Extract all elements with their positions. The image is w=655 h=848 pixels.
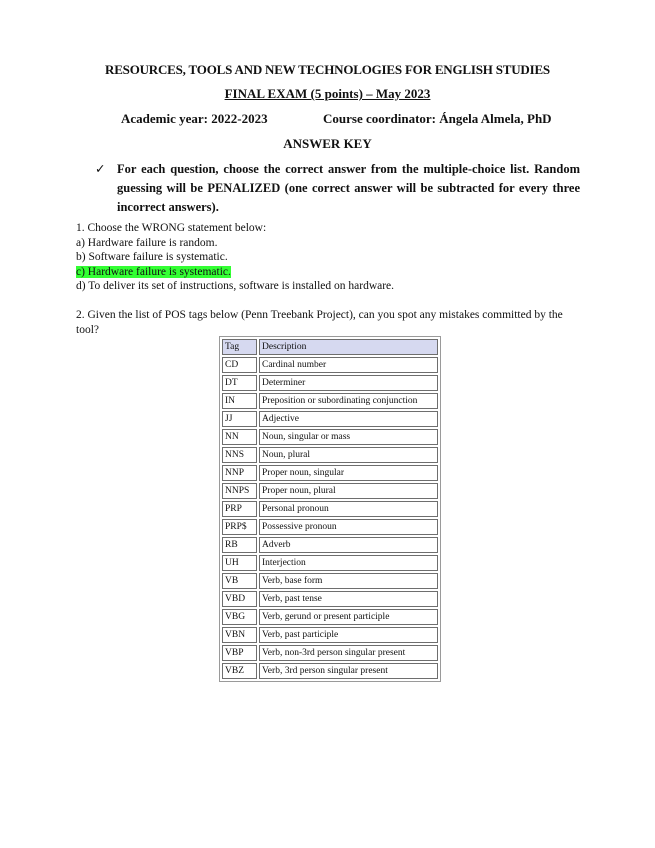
table-row (222, 519, 438, 535)
tag-cell: VBP (222, 645, 257, 661)
description-cell: Verb, past participle (259, 627, 438, 643)
tag-cell: NN (222, 429, 257, 445)
table-row (222, 357, 438, 373)
description-cell: Interjection (259, 555, 438, 571)
table-row (222, 411, 438, 427)
table-row (222, 447, 438, 463)
option-c-correct-answer: c) Hardware failure is systematic. (76, 265, 231, 278)
description-cell: Proper noun, singular (259, 465, 438, 481)
course-coordinator: Course coordinator: Ángela Almela, PhD (323, 111, 552, 126)
document-title: RESOURCES, TOOLS AND NEW TECHNOLOGIES FOR ENGLISH STUDIES (105, 62, 550, 77)
description-cell: Noun, singular or mass (259, 429, 438, 445)
pos-tag-table (219, 336, 441, 682)
tag-cell: VB (222, 573, 257, 589)
instructions (95, 160, 580, 217)
description-cell: Verb, 3rd person singular present (259, 663, 438, 679)
table-row (222, 645, 438, 661)
checkmark-icon: ✓ (95, 162, 106, 176)
column-header-description: Description (259, 339, 438, 355)
table-row (222, 465, 438, 481)
tag-cell: IN (222, 393, 257, 409)
description-cell: Preposition or subordinating conjunction (259, 393, 438, 409)
option-d: d) To deliver its set of instructions, software is installed on hardware. (76, 280, 395, 292)
table-row (222, 429, 438, 445)
tag-cell: JJ (222, 411, 257, 427)
tag-cell: VBD (222, 591, 257, 607)
table-row (222, 375, 438, 391)
tag-cell: VBN (222, 627, 257, 643)
table-row (222, 627, 438, 643)
column-header-tag: Tag (222, 339, 257, 355)
question-2-prompt: 2. Given the list of POS tags below (Penn Treebank Project), can you spot any mistakes committed by the tool? (76, 309, 563, 336)
academic-year: Academic year: 2022-2023 (121, 111, 268, 126)
description-cell: Determiner (259, 375, 438, 391)
instructions-text: For each question, choose the correct answer from the multiple-choice list. Random guessing will be PENALIZED (one correct answer will be subtracted for every three incorrect answers). (117, 162, 580, 214)
tag-cell: PRP (222, 501, 257, 517)
tag-cell: VBZ (222, 663, 257, 679)
question-1-prompt: 1. Choose the WRONG statement below: (76, 222, 267, 234)
exam-title: FINAL EXAM (5 points) – May 2023 (224, 86, 431, 101)
table-row (222, 573, 438, 589)
description-cell: Personal pronoun (259, 501, 438, 517)
table-row (222, 393, 438, 409)
description-cell: Noun, plural (259, 447, 438, 463)
tag-cell: NNPS (222, 483, 257, 499)
description-cell: Verb, non-3rd person singular present (259, 645, 438, 661)
table-row (222, 501, 438, 517)
description-cell: Verb, past tense (259, 591, 438, 607)
table-row (222, 555, 438, 571)
tag-cell: PRP$ (222, 519, 257, 535)
tag-cell: NNP (222, 465, 257, 481)
description-cell: Cardinal number (259, 357, 438, 373)
description-cell: Verb, base form (259, 573, 438, 589)
tag-cell: VBG (222, 609, 257, 625)
table-row (222, 483, 438, 499)
table-row (222, 609, 438, 625)
description-cell: Verb, gerund or present participle (259, 609, 438, 625)
tag-cell: DT (222, 375, 257, 391)
description-cell: Adverb (259, 537, 438, 553)
description-cell: Possessive pronoun (259, 519, 438, 535)
question-1 (76, 221, 394, 294)
table-header-row (222, 339, 438, 355)
option-a: a) Hardware failure is random. (76, 236, 218, 249)
description-cell: Adjective (259, 411, 438, 427)
option-b: b) Software failure is systematic. (76, 251, 228, 263)
answer-key-heading: ANSWER KEY (283, 136, 372, 151)
tag-cell: RB (222, 537, 257, 553)
table-row (222, 663, 438, 679)
table-row (222, 591, 438, 607)
tag-cell: CD (222, 357, 257, 373)
description-cell: Proper noun, plural (259, 483, 438, 499)
tag-cell: NNS (222, 447, 257, 463)
table-row (222, 537, 438, 553)
tag-cell: UH (222, 555, 257, 571)
